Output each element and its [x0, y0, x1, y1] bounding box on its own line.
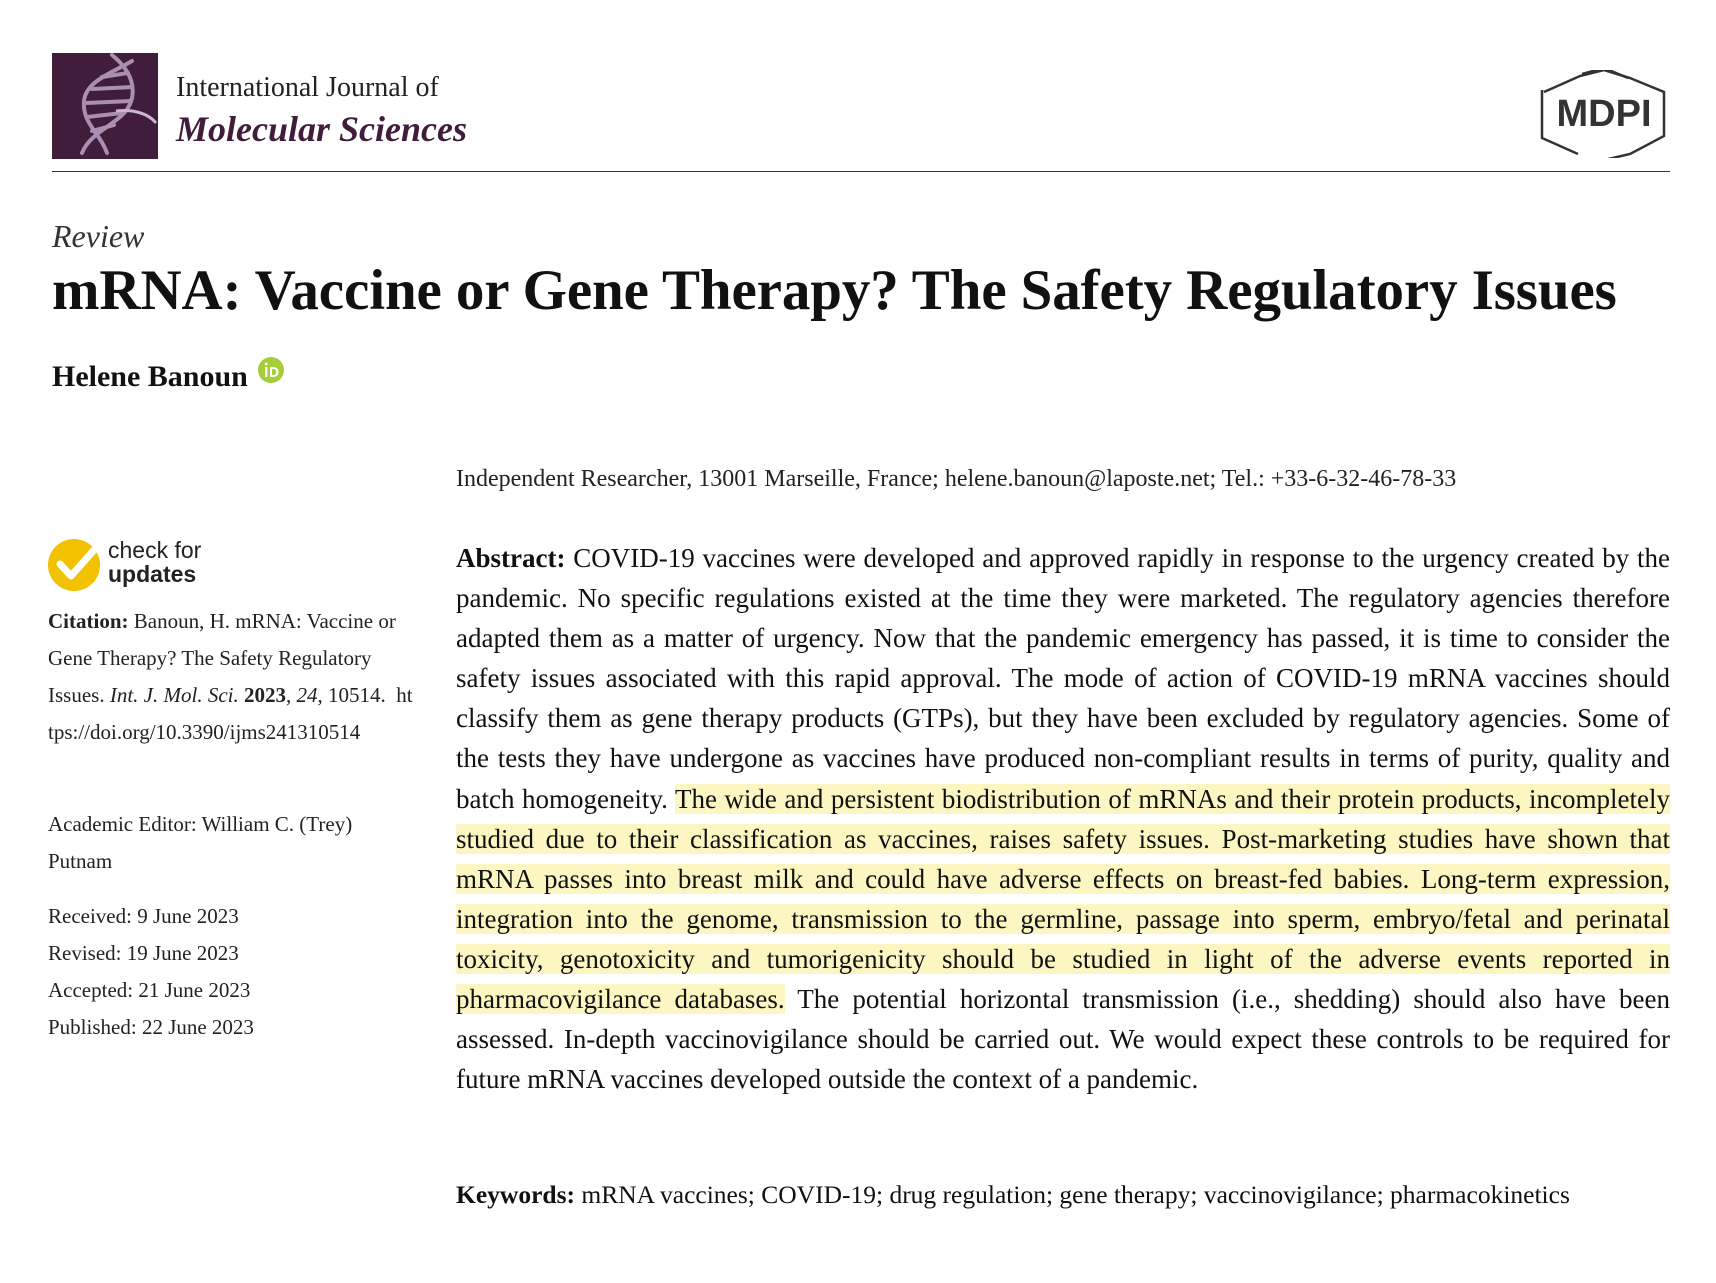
keywords-list: mRNA vaccines; COVID-19; drug regulation; gene therapy; vaccinovigilance; pharmacokinetics — [581, 1180, 1570, 1209]
dates-block — [48, 898, 418, 1046]
date-received: Received: 9 June 2023 — [48, 904, 239, 928]
check-for-updates-text[interactable] — [108, 538, 201, 586]
article-type: Review — [52, 218, 145, 254]
checkmark-icon — [46, 536, 104, 594]
dna-helix-icon — [52, 53, 158, 159]
article-title: mRNA: Vaccine or Gene Therapy? The Safety Regulatory Issues — [52, 259, 1617, 322]
citation-text: Banoun, H. mRNA: Vaccine or Gene Therapy? The Safety Regulatory Issues. — [48, 609, 396, 707]
publisher-logo — [1538, 70, 1670, 158]
abstract — [456, 538, 1670, 1099]
journal-logo — [52, 53, 158, 159]
author-row — [52, 360, 284, 394]
citation-journal: Int. J. Mol. Sci. — [109, 683, 239, 707]
publisher-name: MDPI — [1556, 93, 1652, 135]
editor-name: William C. (Trey) Putnam — [48, 812, 353, 873]
author-name: Helene Banoun — [52, 360, 248, 393]
header-divider — [52, 171, 1670, 172]
citation-article-number: 10514. — [327, 683, 386, 707]
editor-label: Academic Editor: — [48, 812, 197, 836]
abstract-text-part2: The potential horizontal transmission (i.e., shedding) should also have been assessed. In-depth vaccinovigilance should be carried out. We would expect these controls to be required for future mRNA vaccines developed outside the context of a pandemic. — [456, 984, 1670, 1095]
check-for-updates-line2: updates — [108, 561, 197, 587]
date-published: Published: 22 June 2023 — [48, 1015, 254, 1039]
orcid-icon[interactable] — [258, 357, 284, 383]
date-revised: Revised: 19 June 2023 — [48, 941, 239, 965]
citation-year: 2023 — [243, 683, 286, 707]
abstract-text-part1: COVID-19 vaccines were developed and approved rapidly in response to the urgency created by the pandemic. No specific regulations existed at the time they were marketed. The regulatory agencies therefore adapted them as a matter of urgency. Now that the pandemic emergency has passed, it is time to consider the safety issues associated with this rapid approval. The mode of action of COVID-19 mRNA vaccines should classify them as gene therapy products (GTPs), but they have been excluded by regulatory agencies. Some of the tests they have undergone as vaccines have produced non-compliant results in terms of purity, quality and batch homogeneity. — [456, 543, 1671, 814]
keywords-label: Keywords: — [456, 1180, 575, 1209]
keywords — [456, 1180, 1670, 1210]
academic-editor — [48, 806, 418, 880]
check-for-updates-line1: check for — [108, 537, 202, 563]
abstract-label: Abstract: — [456, 543, 566, 573]
journal-name-line1: International Journal of — [176, 72, 439, 103]
date-accepted: Accepted: 21 June 2023 — [48, 978, 251, 1002]
citation-volume: 24 — [296, 683, 318, 707]
author-affiliation: Independent Researcher, 13001 Marseille, France; helene.banoun@laposte.net; Tel.: +33-6-32-46-78-33 — [456, 466, 1457, 492]
citation-block: Citation: Banoun, H. mRNA: Vaccine or Gene Therapy? The Safety Regulatory Issues. Int. J. Mol. Sci. 2023, 24, 10514. https://doi.org/10.3390/ijms241310514 — [48, 609, 413, 744]
citation-doi-link[interactable]: https://doi.org/10.3390/ijms241310514 — [48, 683, 413, 744]
abstract-highlighted-text: The wide and persistent biodistribution of mRNAs and their protein products, incompletely studied due to their classification as vaccines, raises safety issues. Post-marketing studies have shown that mRNA passes into breast milk and could have adverse effects on breast-fed babies. Long-term expression, integration into the genome, transmission to the germline, passage into sperm, embryo/fetal and perinatal toxicity, genotoxicity and tumorigenicity should be studied in light of the adverse events reported in pharmacovigilance databases. — [456, 783, 1670, 1015]
citation-label: Citation: — [48, 609, 129, 633]
journal-name-line2: Molecular Sciences — [176, 109, 467, 149]
